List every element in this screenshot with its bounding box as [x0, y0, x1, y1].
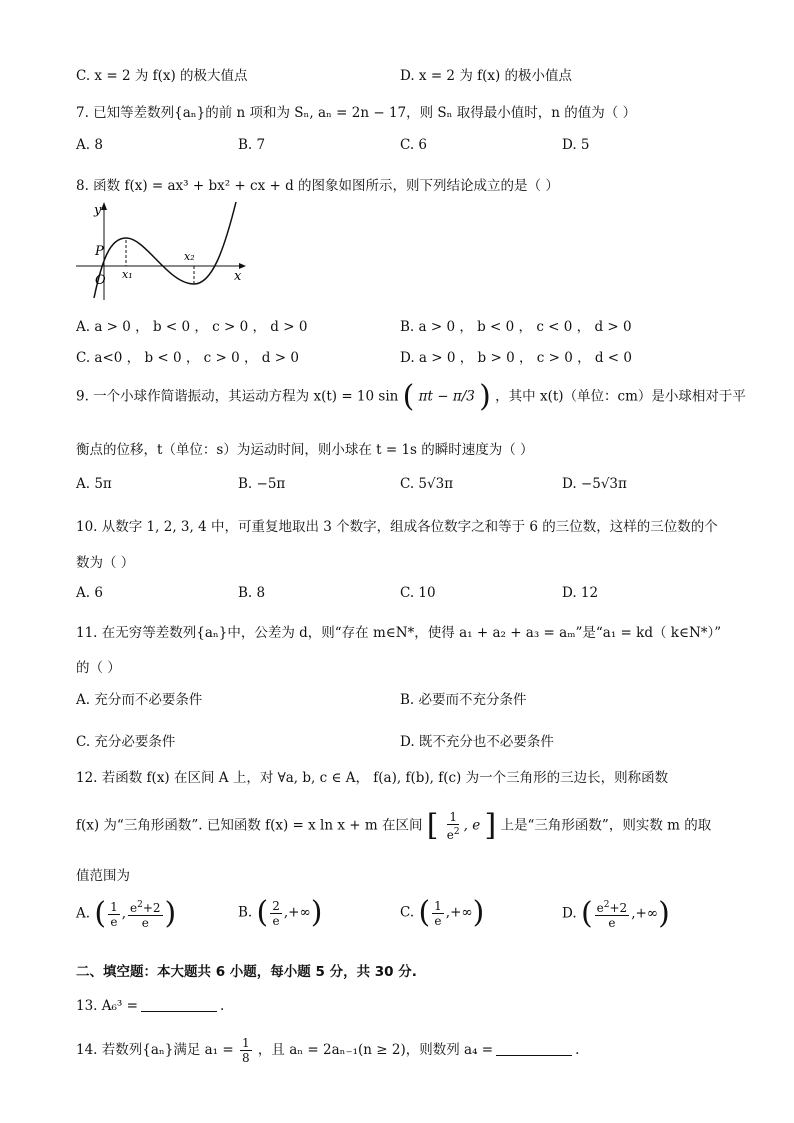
q11-stem-2: 的（ ） — [76, 660, 121, 676]
q11-option-a: A. 充分而不必要条件 — [76, 692, 203, 708]
q8-option-d: D. a > 0 ， b > 0 ， c > 0 ， d < 0 — [400, 350, 632, 366]
q7-option-c: C. 6 — [400, 137, 428, 153]
q11-option-b: B. 必要而不充分条件 — [400, 692, 527, 708]
q7-option-a: A. 8 — [76, 137, 103, 153]
q10-option-d: D. 12 — [562, 585, 599, 601]
option-d-label: D. — [562, 905, 577, 922]
q6-option-c: C. x = 2 为 f(x) 的极大值点 — [76, 68, 248, 84]
q14-text-pre: 14. 若数列{aₙ}满足 a₁ = — [76, 1042, 234, 1058]
q12-option-c: C. ( $\frac{1}{e}$ ,+∞) — [400, 895, 485, 930]
paren-left: ( — [402, 379, 415, 414]
q6-option-d: D. x = 2 为 f(x) 的极小值点 — [400, 68, 573, 84]
q8-stem: 8. 函数 f(x) = ax³ + bx² + cx + d 的图象如图所示，则下列结论成立的是（ ） — [76, 178, 559, 194]
q12-stem-2-post: 上是“三角形函数”，则实数 m 的取 — [500, 817, 712, 834]
y-axis-arrow — [101, 202, 107, 210]
y-label: y — [94, 203, 102, 218]
q13-answer-blank[interactable] — [141, 1011, 217, 1012]
bracket-left: [ — [426, 808, 439, 843]
q14-text-mid: ，且 aₙ = 2aₙ₋₁(n ≥ 2)，则数列 a₄ = — [257, 1042, 494, 1058]
interval-lower-fraction: $\frac{1}{e^2}$ — [446, 810, 460, 842]
q7-stem: 7. 已知等差数列{aₙ}的前 n 项和为 Sₙ, aₙ = 2n − 17，则 Sₙ 取得最小值时，n 的值为（ ） — [76, 105, 637, 121]
q10-stem: 10. 从数字 1, 2, 3, 4 中，可重复地取出 3 个数字，组成各位数字之和等于 6 的三位数，这样的三位数的个 — [76, 519, 718, 535]
q12-option-a: A. ( $\frac{1}{e}$ , $\frac{e^2+2}{e}$ ) — [76, 896, 177, 931]
paren-right: ) — [479, 379, 491, 414]
q10-option-a: A. 6 — [76, 585, 103, 601]
q12-option-d: D. ( $\frac{e^2+2}{e}$ ,+∞) — [562, 896, 670, 931]
q12-stem-3: 值范围为 — [76, 868, 130, 884]
q13-stem: 13. A₆³ = . — [76, 998, 225, 1014]
bracket-right: ] — [484, 808, 497, 843]
q9-stem-post: ，其中 x(t)（单位：cm）是小球相对于平 — [495, 388, 746, 405]
option-a-label: A. — [76, 905, 91, 922]
q9-stem-2: 衡点的位移，t（单位：s）为运动时间，则小球在 t = 1s 的瞬时速度为（ ） — [76, 442, 534, 458]
q12-stem-2-pre: f(x) 为“三角形函数”. 已知函数 f(x) = x ln x + m 在区间 — [76, 817, 423, 834]
q7-option-d: D. 5 — [562, 137, 590, 153]
q7-option-b: B. 7 — [238, 137, 266, 153]
q14-stem: 14. 若数列{aₙ}满足 a₁ = $\frac{1}{8}$ ，且 aₙ = 2aₙ₋₁(n ≥ 2)，则数列 a₄ = . — [76, 1036, 580, 1065]
q10-option-b: B. 8 — [238, 585, 266, 601]
q8-option-b: B. a > 0 ， b < 0 ， c < 0 ， d > 0 — [400, 319, 632, 335]
q12-stem-2 — [76, 810, 711, 842]
x-label: x — [234, 269, 242, 284]
q14-fraction: $\frac{1}{8}$ — [241, 1036, 250, 1065]
x1-label: x₁ — [122, 268, 133, 281]
q9-option-b: B. −5π — [238, 476, 286, 492]
q9-stem-arg: πt − π/3 — [418, 388, 475, 405]
interval-upper: , e — [463, 817, 481, 834]
q12-stem: 12. 若函数 f(x) 在区间 A 上，对 ∀a, b, c ∈ A， f(a), f(b), f(c) 为一个三角形的三边长，则称函数 — [76, 770, 669, 786]
q10-option-c: C. 10 — [400, 585, 436, 601]
q9-stem — [76, 379, 746, 414]
p-label: P — [95, 244, 104, 259]
q11-option-d: D. 既不充分也不必要条件 — [400, 734, 554, 750]
q9-stem-pre: 9. 一个小球作简谐振动，其运动方程为 x(t) = 10 sin — [76, 388, 399, 405]
q8-option-a: A. a > 0 ， b < 0 ， c > 0 ， d > 0 — [76, 319, 308, 335]
q11-stem: 11. 在无穷等差数列{aₙ}中，公差为 d，则“存在 m∈N*，使得 a₁ + a₂ + a₃ = aₘ”是“a₁ = kd（ k∈N*）” — [76, 625, 722, 641]
option-c-label: C. — [400, 904, 415, 921]
q13-text: 13. A₆³ = — [76, 998, 138, 1014]
cubic-function-graph — [76, 200, 256, 302]
q8-option-c: C. a<0 ， b < 0 ， c > 0 ， d > 0 — [76, 350, 299, 366]
q9-option-a: A. 5π — [76, 476, 112, 492]
q9-option-c: C. 5√3π — [400, 476, 454, 492]
q12-option-b: B. ( $\frac{2}{e}$ ,+∞) — [238, 895, 323, 930]
q14-answer-blank[interactable] — [496, 1055, 572, 1056]
option-b-label: B. — [238, 904, 253, 921]
q11-option-c: C. 充分必要条件 — [76, 734, 176, 750]
origin-label: O — [95, 273, 106, 288]
cubic-curve — [94, 202, 236, 298]
section-2-title: 二、填空题：本大题共 6 小题，每小题 5 分，共 30 分. — [76, 964, 417, 980]
q10-stem-2: 数为（ ） — [76, 555, 135, 571]
x2-label: x₂ — [184, 250, 195, 263]
q9-option-d: D. −5√3π — [562, 476, 627, 492]
